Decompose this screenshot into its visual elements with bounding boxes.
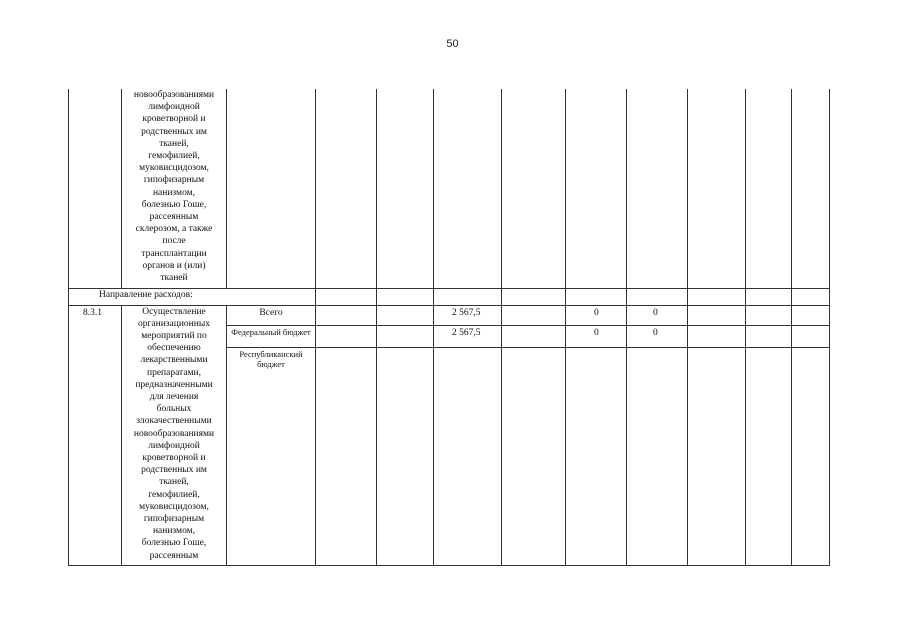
empty-cell	[792, 347, 830, 565]
desc-line: злокачественными	[136, 416, 212, 427]
source-label: Федеральный бюджет	[227, 325, 316, 347]
value-cell: 0	[627, 325, 688, 347]
desc-line: лекарственными	[140, 355, 208, 366]
desc-line: Осуществление	[142, 306, 206, 317]
desc-line: гипофизарным	[143, 175, 205, 186]
desc-line: новообразованиями	[133, 428, 215, 439]
empty-cell	[316, 288, 377, 305]
empty-cell	[792, 305, 830, 325]
desc-line: гипофизарным	[143, 513, 205, 524]
empty-cell	[502, 89, 566, 288]
desc-line: тканей,	[159, 477, 189, 488]
desc-line: рассеянным	[149, 550, 199, 561]
empty-cell	[688, 288, 746, 305]
value-cell: 0	[566, 325, 627, 347]
desc-line: кроветворной и	[142, 452, 206, 463]
empty-cell	[746, 305, 792, 325]
desc-line: гемофилией,	[148, 151, 200, 162]
value-cell	[434, 347, 502, 565]
desc-line: склерозом, а также	[135, 224, 213, 235]
desc-line: тканей	[160, 273, 188, 284]
item-row-total	[69, 305, 830, 325]
empty-cell	[227, 89, 316, 288]
continued-description	[122, 89, 227, 288]
desc-line: органов и (или)	[142, 260, 206, 271]
empty-cell	[377, 288, 434, 305]
source-label: Республиканский бюджет	[227, 347, 316, 565]
empty-cell	[377, 305, 434, 325]
desc-line: мероприятий по	[141, 330, 207, 341]
empty-cell	[746, 325, 792, 347]
empty-cell	[316, 89, 377, 288]
empty-cell	[792, 325, 830, 347]
empty-cell	[316, 347, 377, 565]
desc-line: родственных им	[141, 465, 207, 476]
code-cell	[69, 89, 122, 288]
source-label: Всего	[227, 305, 316, 325]
empty-cell	[566, 288, 627, 305]
desc-line: организационных	[138, 318, 210, 329]
continued-row	[69, 89, 830, 288]
desc-line: кроветворной и	[142, 114, 206, 125]
empty-cell	[502, 305, 566, 325]
value-cell	[566, 347, 627, 565]
desc-line: болезнью Гоше,	[141, 538, 207, 549]
empty-cell	[434, 288, 502, 305]
empty-cell	[502, 288, 566, 305]
desc-line: муковисцидозом,	[139, 501, 209, 512]
desc-line: обеспечению	[147, 343, 201, 354]
empty-cell	[688, 89, 746, 288]
direction-row	[69, 288, 830, 305]
desc-line: лимфоидной	[148, 102, 200, 113]
empty-cell	[377, 89, 434, 288]
value-cell: 0	[627, 305, 688, 325]
budget-table-container	[68, 89, 830, 566]
empty-cell	[746, 288, 792, 305]
empty-cell	[377, 347, 434, 565]
value-cell: 2 567,5	[434, 305, 502, 325]
desc-line: для лечения	[149, 391, 199, 402]
empty-cell	[792, 288, 830, 305]
desc-line: предназначенными	[135, 379, 213, 390]
desc-line: тканей,	[159, 138, 189, 149]
empty-cell	[566, 89, 627, 288]
value-cell	[627, 347, 688, 565]
desc-line: муковисцидозом,	[139, 163, 209, 174]
desc-line: нанизмом,	[152, 526, 196, 537]
empty-cell	[688, 325, 746, 347]
empty-cell	[792, 89, 830, 288]
empty-cell	[316, 325, 377, 347]
empty-cell	[627, 288, 688, 305]
empty-cell	[688, 305, 746, 325]
desc-line: болезнью Гоше,	[141, 199, 207, 210]
empty-cell	[627, 89, 688, 288]
empty-cell	[316, 305, 377, 325]
value-cell: 2 567,5	[434, 325, 502, 347]
desc-line: рассеянным	[149, 212, 199, 223]
desc-line: препаратами,	[146, 367, 202, 378]
desc-line: лимфоидной	[148, 440, 200, 451]
desc-line: больных	[156, 404, 192, 415]
empty-cell	[502, 325, 566, 347]
desc-line: гемофилией,	[148, 489, 200, 500]
empty-cell	[377, 325, 434, 347]
empty-cell	[502, 347, 566, 565]
desc-line: нанизмом,	[152, 187, 196, 198]
desc-line: родственных им	[141, 126, 207, 137]
empty-cell	[434, 89, 502, 288]
empty-cell	[746, 347, 792, 565]
direction-label: Направление расходов:	[69, 288, 316, 305]
budget-table	[68, 89, 830, 566]
value-cell: 0	[566, 305, 627, 325]
page-number: 50	[446, 38, 459, 50]
empty-cell	[746, 89, 792, 288]
item-description	[122, 305, 227, 565]
desc-line: новообразованиями	[133, 90, 215, 100]
empty-cell	[688, 347, 746, 565]
desc-line: после	[162, 236, 186, 247]
item-code: 8.3.1	[69, 305, 122, 565]
desc-line: трансплантации	[141, 248, 207, 259]
